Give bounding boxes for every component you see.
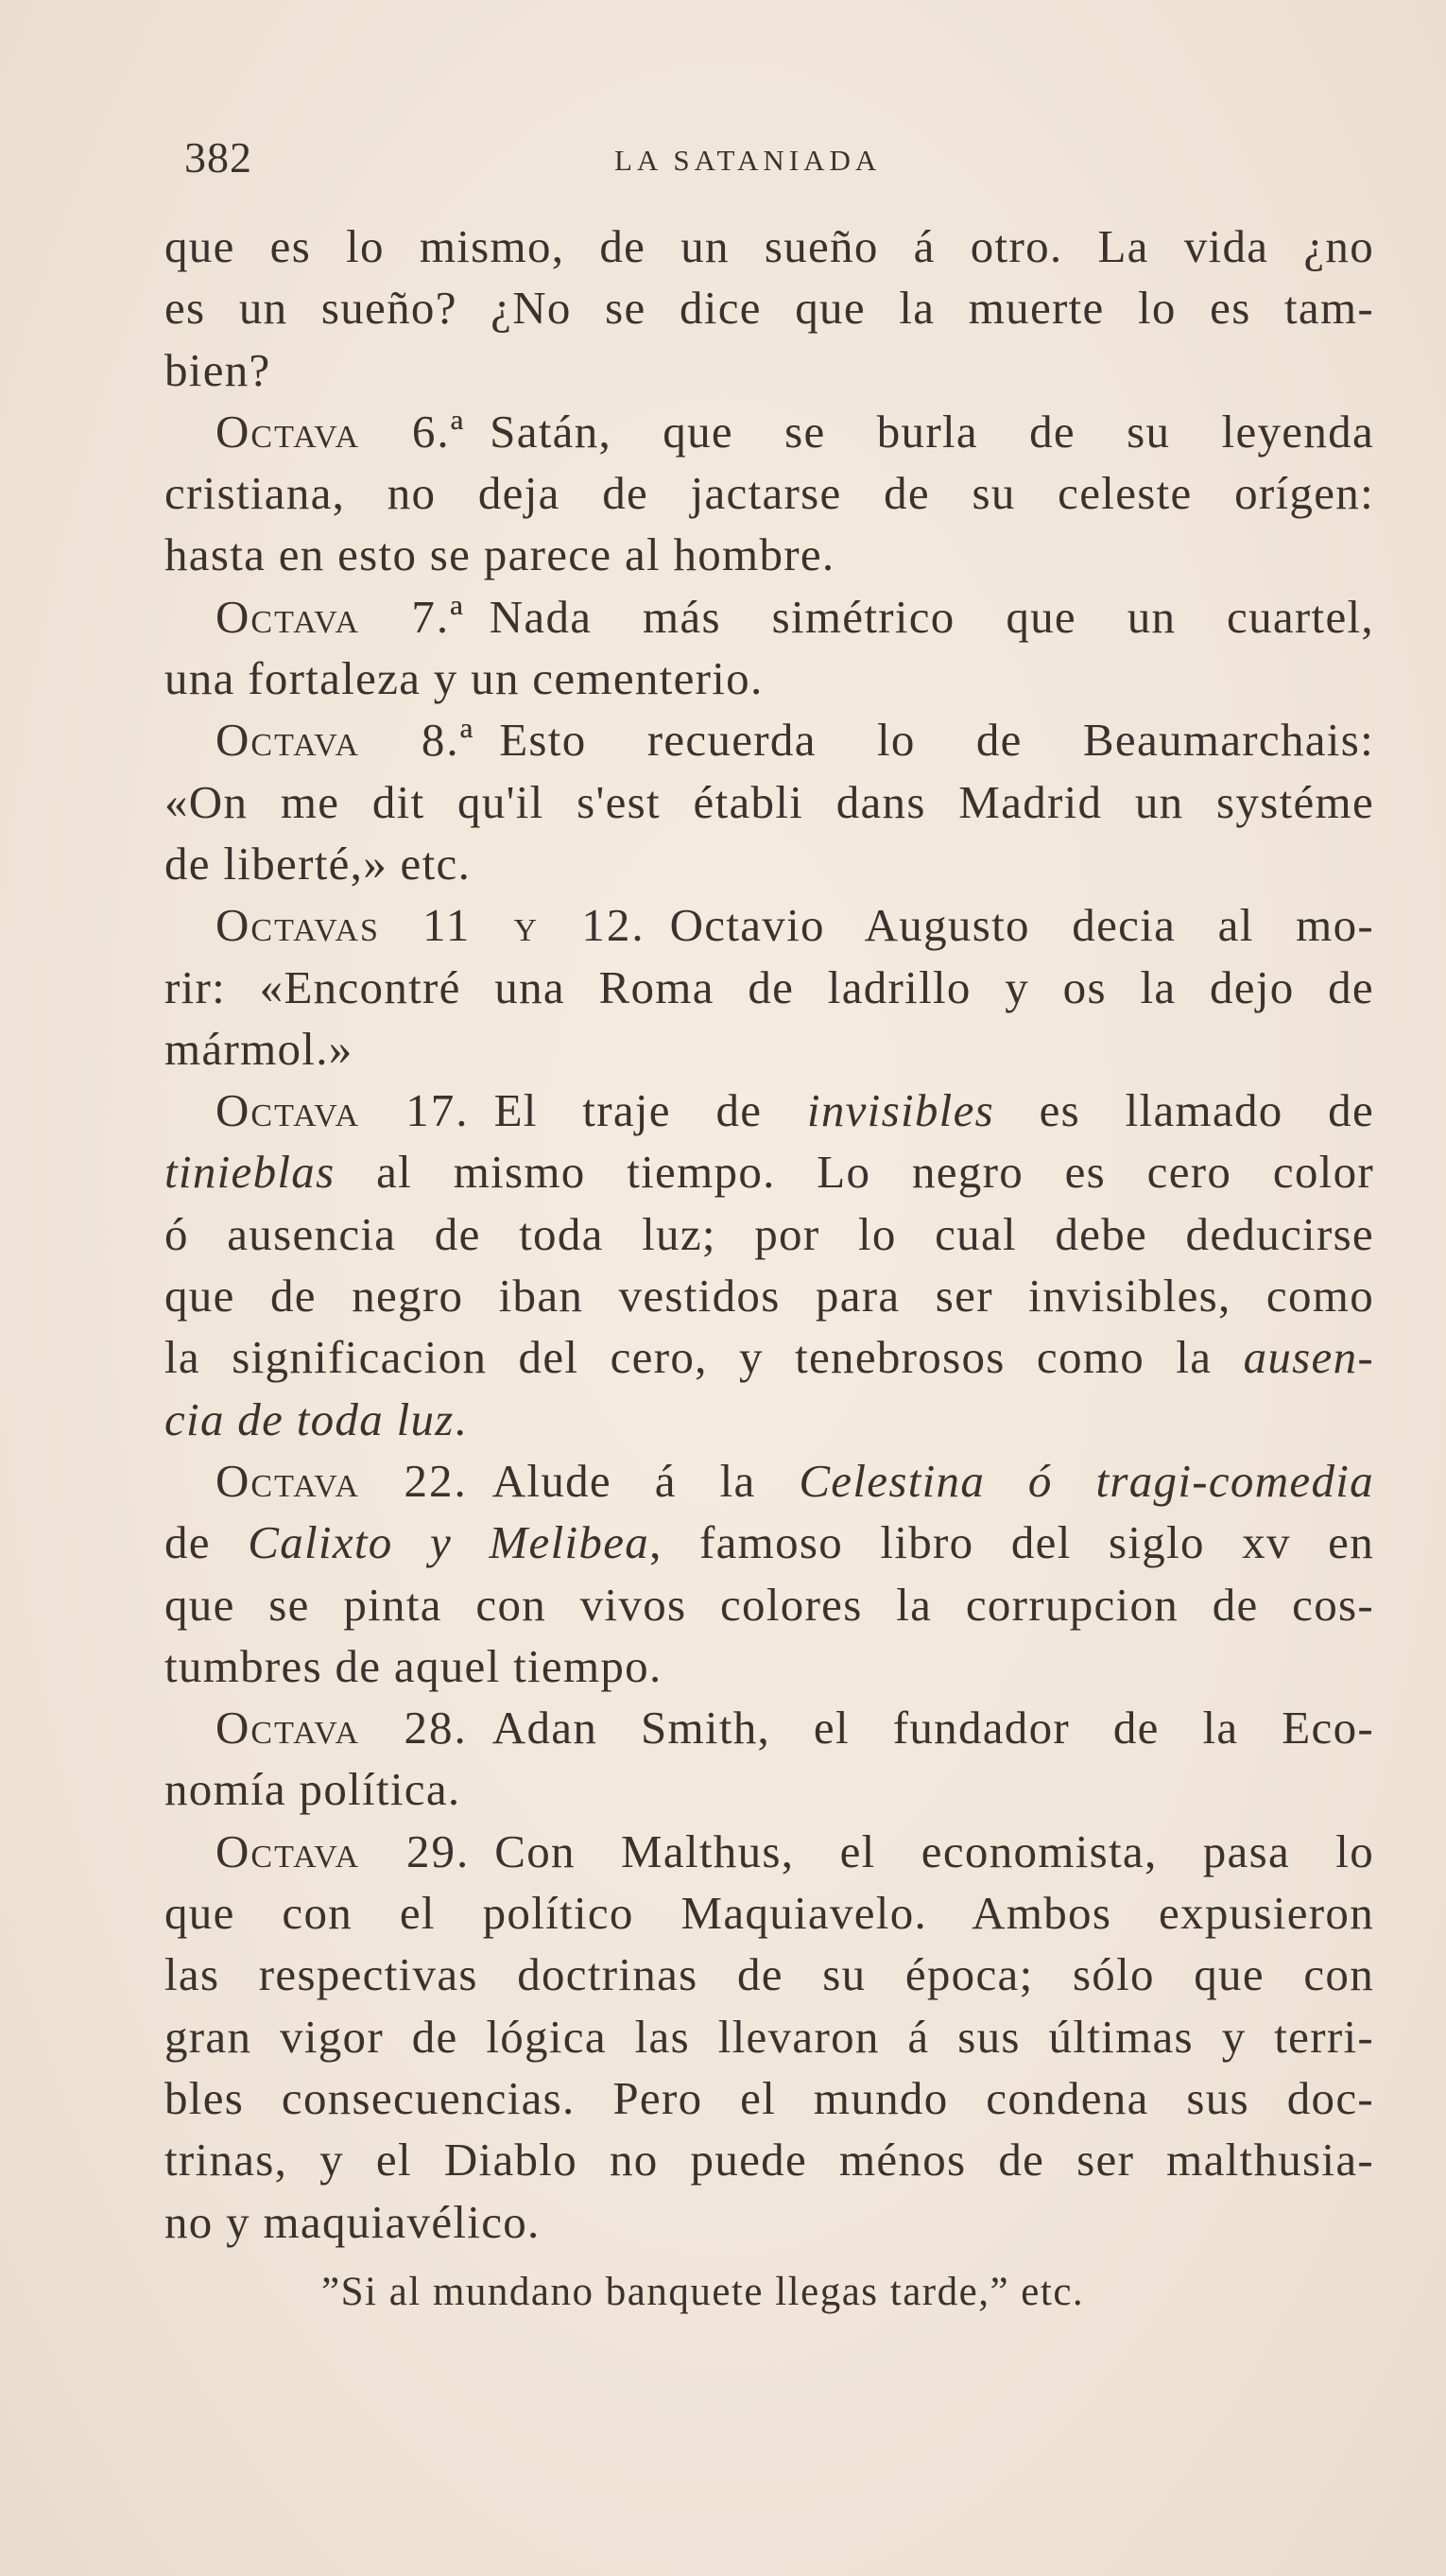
italic-term: cia de toda luz (164, 1392, 455, 1445)
octava-label: Octava 7.ª (215, 590, 465, 643)
text-line: Octava 22. Alude á la Celestina ó tragi-comedia (215, 1454, 1374, 1507)
text-line: Octava 7.ª Nada más simétrico que un cuartel, (215, 590, 1374, 643)
text-line: tumbres de aquel tiempo. (164, 1639, 663, 1692)
octava-label: Octava 6.ª (215, 405, 466, 458)
text-line: que con el político Maquiavelo. Ambos expusieron (164, 1887, 1374, 1940)
text-line: no y maquiavélico. (164, 2195, 541, 2248)
text-line: rir: «Encontré una Roma de ladrillo y os la dejo de (164, 960, 1374, 1013)
text-line: una fortaleza y un cementerio. (164, 652, 764, 705)
text-line: Octava 6.ª Satán, que se burla de su leyenda (215, 405, 1374, 458)
text-line: Octava 28. Adan Smith, el fundador de la Eco- (215, 1702, 1375, 1755)
octava-label: Octava 28. (215, 1702, 468, 1755)
italic-term: invisibles (806, 1084, 994, 1137)
text-line: es un sueño? ¿No se dice que la muerte lo es tam- (164, 282, 1374, 335)
text-line: bien? (164, 343, 271, 396)
text-line: gran vigor de lógica las llevaron á sus últimas y terri- (164, 2010, 1374, 2063)
text-line: «On me dit qu'il s'est établi dans Madrid un systéme (164, 775, 1374, 828)
text-line: mármol.» (164, 1022, 353, 1075)
text-line: Octava 8.ª Esto recuerda lo de Beaumarchais: (215, 714, 1374, 767)
page-header (184, 132, 1276, 189)
running-title: LA SATANIADA (614, 144, 882, 177)
italic-term: Calixto y Melibea (248, 1516, 650, 1569)
closing-quote: ”Si al mundano banquete llegas tarde,” etc. (321, 2270, 1085, 2314)
text-line: de Calixto y Melibea, famoso libro del siglo xv en (164, 1516, 1374, 1569)
text-line: cia de toda luz. (164, 1392, 468, 1445)
text-line: bles consecuencias. Pero el mundo condena sus doc- (164, 2071, 1374, 2124)
notes-text (164, 216, 1374, 2253)
octava-label: Octava 29. (215, 1824, 471, 1877)
italic-term: Celestina ó tragi-comedia (799, 1454, 1374, 1507)
text-line: las respectivas doctrinas de su época; sólo que con (164, 1948, 1374, 2001)
text-line: trinas, y el Diablo no puede ménos de ser malthusia- (164, 2134, 1374, 2187)
octava-label: Octava 22. (215, 1454, 468, 1507)
text-line: Octava 29. Con Malthus, el economista, pasa lo (215, 1824, 1374, 1877)
text-line: Octavas 11 y 12. Octavio Augusto decia al mo- (215, 899, 1374, 952)
text-line: hasta en esto se parece al hombre. (164, 528, 835, 581)
text-line: que es lo mismo, de un sueño á otro. La vida ¿no (164, 220, 1374, 272)
text-line: nomía política. (164, 1763, 461, 1816)
text-line: que se pinta con vivos colores la corrupcion de cos- (164, 1578, 1374, 1631)
text-line: tinieblas al mismo tiempo. Lo negro es cero color (164, 1146, 1374, 1199)
text-line: Octava 17. El traje de invisibles es llamado de (215, 1084, 1375, 1137)
octava-label: Octava 8.ª (215, 714, 475, 767)
text-line: de liberté,» etc. (164, 837, 472, 890)
text-line: ó ausencia de toda luz; por lo cual debe deducirse (164, 1207, 1374, 1260)
text-line: cristiana, no deja de jactarse de su celeste orígen: (164, 467, 1374, 520)
page-number: 382 (184, 133, 252, 182)
italic-term: ausen- (1243, 1331, 1374, 1384)
octava-label: Octava 17. (215, 1084, 470, 1137)
italic-term: tinieblas (164, 1146, 336, 1199)
text-line: la significacion del cero, y tenebrosos como la ausen- (164, 1331, 1374, 1384)
text-line: que de negro iban vestidos para ser invisibles, como (164, 1270, 1374, 1323)
octava-label: Octavas 11 y 12. (215, 899, 646, 952)
